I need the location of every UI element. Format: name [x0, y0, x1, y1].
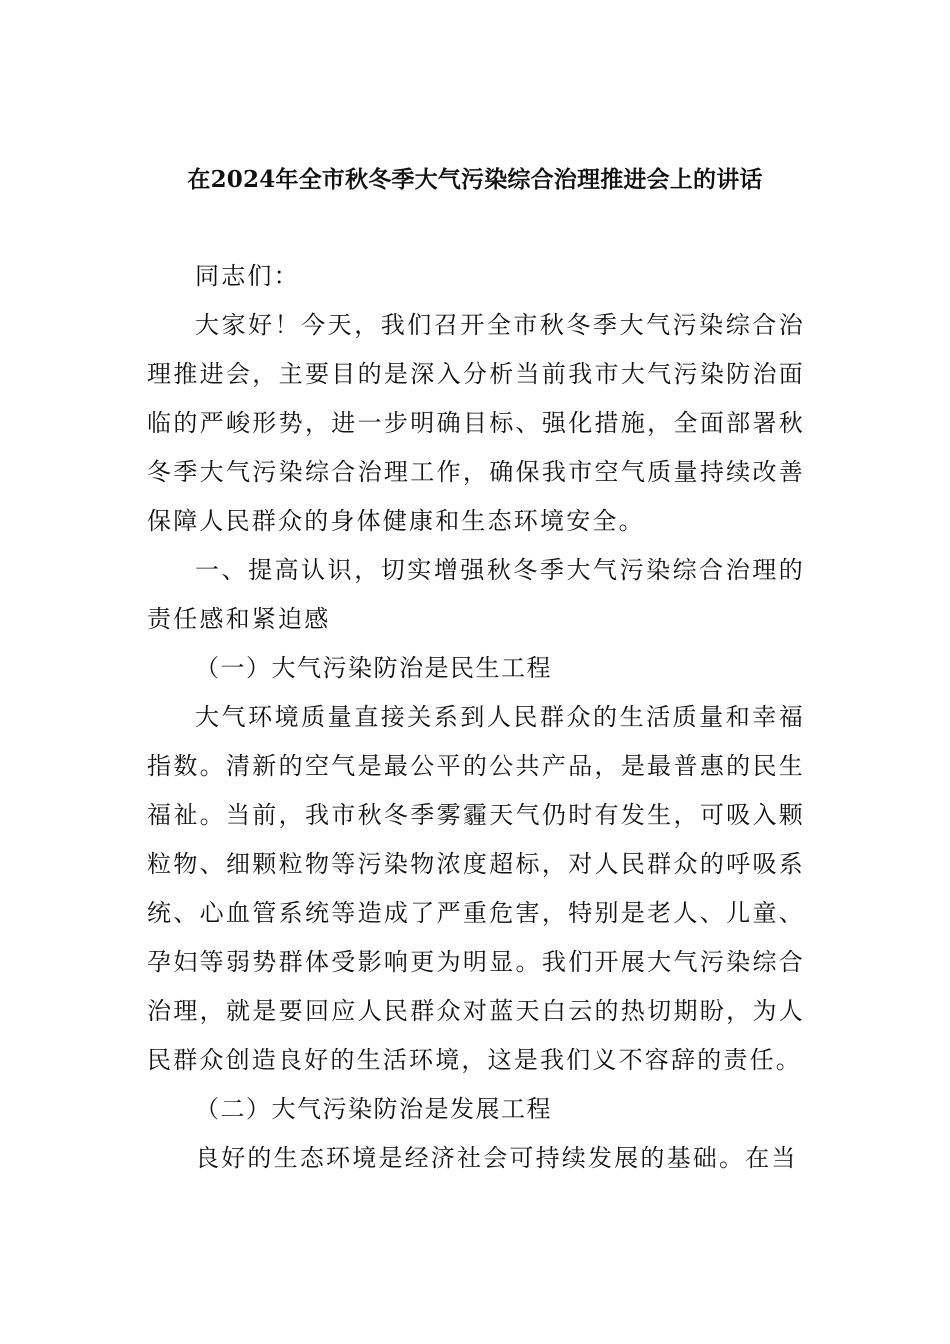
body-paragraph-2: 良好的生态环境是经济社会可持续发展的基础。在当	[195, 1144, 798, 1172]
document-title: 在2024年全市秋冬季大气污染综合治理推进会上的讲话	[187, 166, 763, 193]
salutation-paragraph: 同志们：	[195, 262, 300, 290]
intro-paragraph: 大家好！今天，我们召开全市秋冬季大气污染综合治理推进会，主要目的是深入分析当前我市大气污染防治面临的严峻形势，进一步明确目标、强化措施，全面部署秋冬季大气污染综合治理工作，确保我市空气质量持续改善保障人民群众的身体健康和生态环境安全。	[147, 311, 805, 535]
section-heading-1: 一、提高认识，切实增强秋冬季大气污染综合治理的责任感和紧迫感	[147, 556, 805, 633]
document-body	[147, 252, 805, 1183]
subsection-heading-2: （二）大气污染防治是发展工程	[195, 1095, 552, 1123]
subsection-heading-1: （一）大气污染防治是民生工程	[195, 654, 552, 682]
body-paragraph-1: 大气环境质量直接关系到人民群众的生活质量和幸福指数。清新的空气是最公平的公共产品，是最普惠的民生福祉。当前，我市秋冬季雾霾天气仍时有发生，可吸入颗粒物、细颗粒物等污染物浓度超标，对人民群众的呼吸系统、心血管系统等造成了严重危害，特别是老人、儿童、孕妇等弱势群体受影响更为明显。我们开展大气污染综合治理，就是要回应人民群众对蓝天白云的热切期盼，为人民群众创造良好的生活环境，这是我们义不容辞的责任。	[147, 703, 805, 1074]
